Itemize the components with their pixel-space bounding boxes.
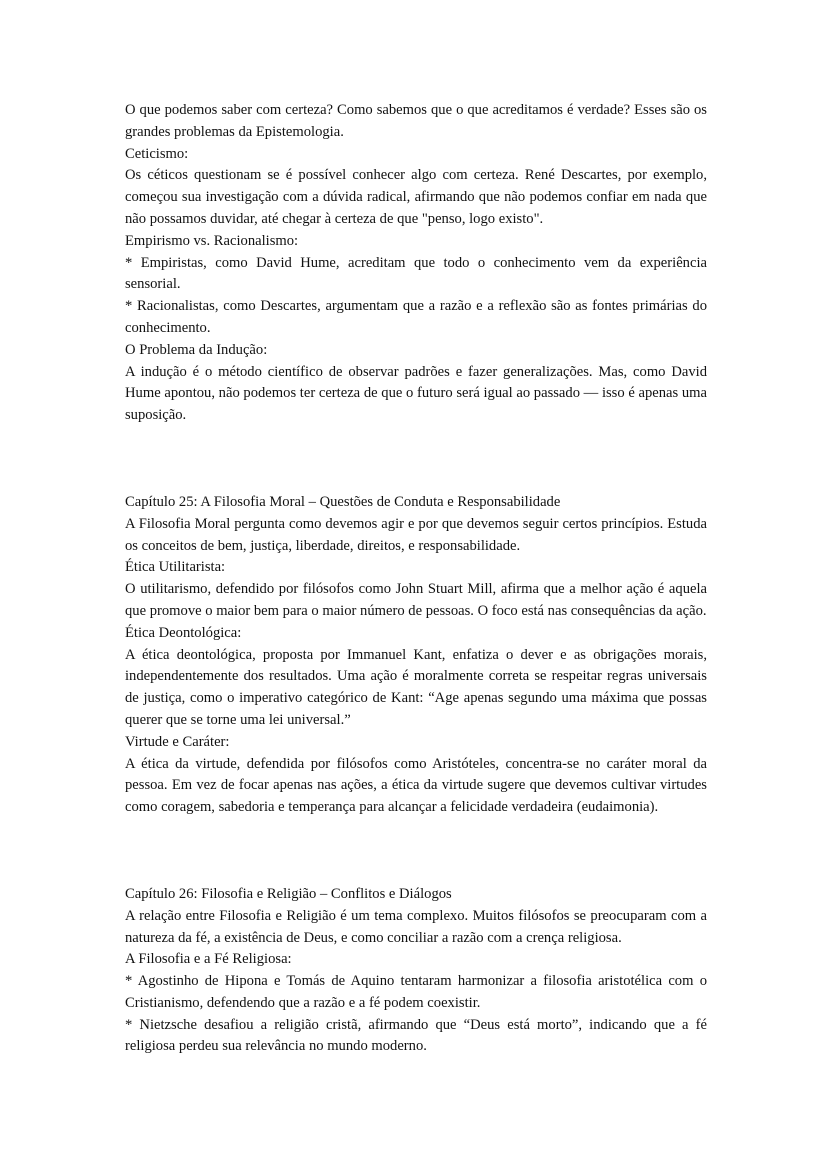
religion-intro: A relação entre Filosofia e Religião é um tema complexo. Muitos filósofos se preocuparam com a natureza da fé, a existência de Deus, e como conciliar a razão com a crença religiosa. (125, 907, 707, 946)
moral-intro: A Filosofia Moral pergunta como devemos agir e por que devemos seguir certos princípios. Estuda os conceitos de bem, justiça, liberdade, direitos, e responsabilidade. (125, 515, 707, 554)
deontologica-paragraph: A ética deontológica, proposta por Immanuel Kant, enfatiza o dever e as obrigações morais, independentemente dos resultados. Uma ação é moralmente correta se respeitar regras universais de justiça, como o imperativo categórico de Kant: “Age apenas segundo uma máxima que possas querer que se torne uma lei universal.” (125, 646, 707, 728)
virtude-paragraph: A ética da virtude, defendida por filósofos como Aristóteles, concentra-se no caráter moral da pessoa. Em vez de focar apenas nas ações, a ética da virtude sugere que devemos cultivar virtudes como coragem, sabedoria e temperança para alcançar a felicidade verdadeira (eudaimonia). (125, 755, 707, 816)
inducao-paragraph: A indução é o método científico de observar padrões e fazer generalizações. Mas, como David Hume apontou, não podemos ter certeza de que o futuro será igual ao passado — isso é apenas uma suposição. (125, 363, 707, 424)
religion-section (125, 884, 707, 1058)
nietzsche-bullet: * Nietzsche desafiou a religião cristã, afirmando que “Deus está morto”, indicando que a fé religiosa perdeu sua relevância no mundo moderno. (125, 1016, 707, 1055)
utilitarista-heading: Ética Utilitarista: (125, 559, 226, 576)
chapter-26-title: Capítulo 26: Filosofia e Religião – Conflitos e Diálogos (125, 885, 452, 902)
moral-philosophy-section (125, 492, 707, 819)
empirismo-heading: Empirismo vs. Racionalismo: (125, 232, 299, 249)
agostinho-bullet: * Agostinho de Hipona e Tomás de Aquino tentaram harmonizar a filosofia aristotélica com o Cristianismo, defendendo que a razão e a fé podem coexistir. (125, 973, 707, 1011)
ceticismo-paragraph: Os céticos questionam se é possível conhecer algo com certeza. René Descartes, por exemplo, começou sua investigação com a dúvida radical, afirmando que não podemos confiar em nada que não possamos duvidar, até chegar à certeza de que "penso, logo existo". (125, 167, 707, 227)
document-page (125, 100, 707, 1058)
utilitarista-paragraph: O utilitarismo, defendido por filósofos como John Stuart Mill, afirma que a melhor ação é aquela que promove o maior bem para o maior número de pessoas. O foco está nas consequências da ação. (125, 581, 707, 619)
ceticismo-heading: Ceticismo: (125, 145, 189, 162)
empirismo-bullet: * Empiristas, como David Hume, acreditam que todo o conhecimento vem da experiência sensorial. (125, 254, 707, 293)
virtude-heading: Virtude e Caráter: (125, 733, 230, 750)
fe-heading: A Filosofia e a Fé Religiosa: (125, 951, 292, 968)
deontologica-heading: Ética Deontológica: (125, 624, 242, 641)
chapter-25-title: Capítulo 25: A Filosofia Moral – Questões de Conduta e Responsabilidade (125, 493, 561, 510)
epistemology-intro: O que podemos saber com certeza? Como sabemos que o que acreditamos é verdade? Esses são os grandes problemas da Epistemologia. (125, 102, 707, 140)
inducao-heading: O Problema da Indução: (125, 341, 268, 358)
epistemology-section (125, 100, 707, 427)
racionalismo-bullet: * Racionalistas, como Descartes, argumentam que a razão e a reflexão são as fontes primárias do conhecimento. (125, 298, 707, 336)
